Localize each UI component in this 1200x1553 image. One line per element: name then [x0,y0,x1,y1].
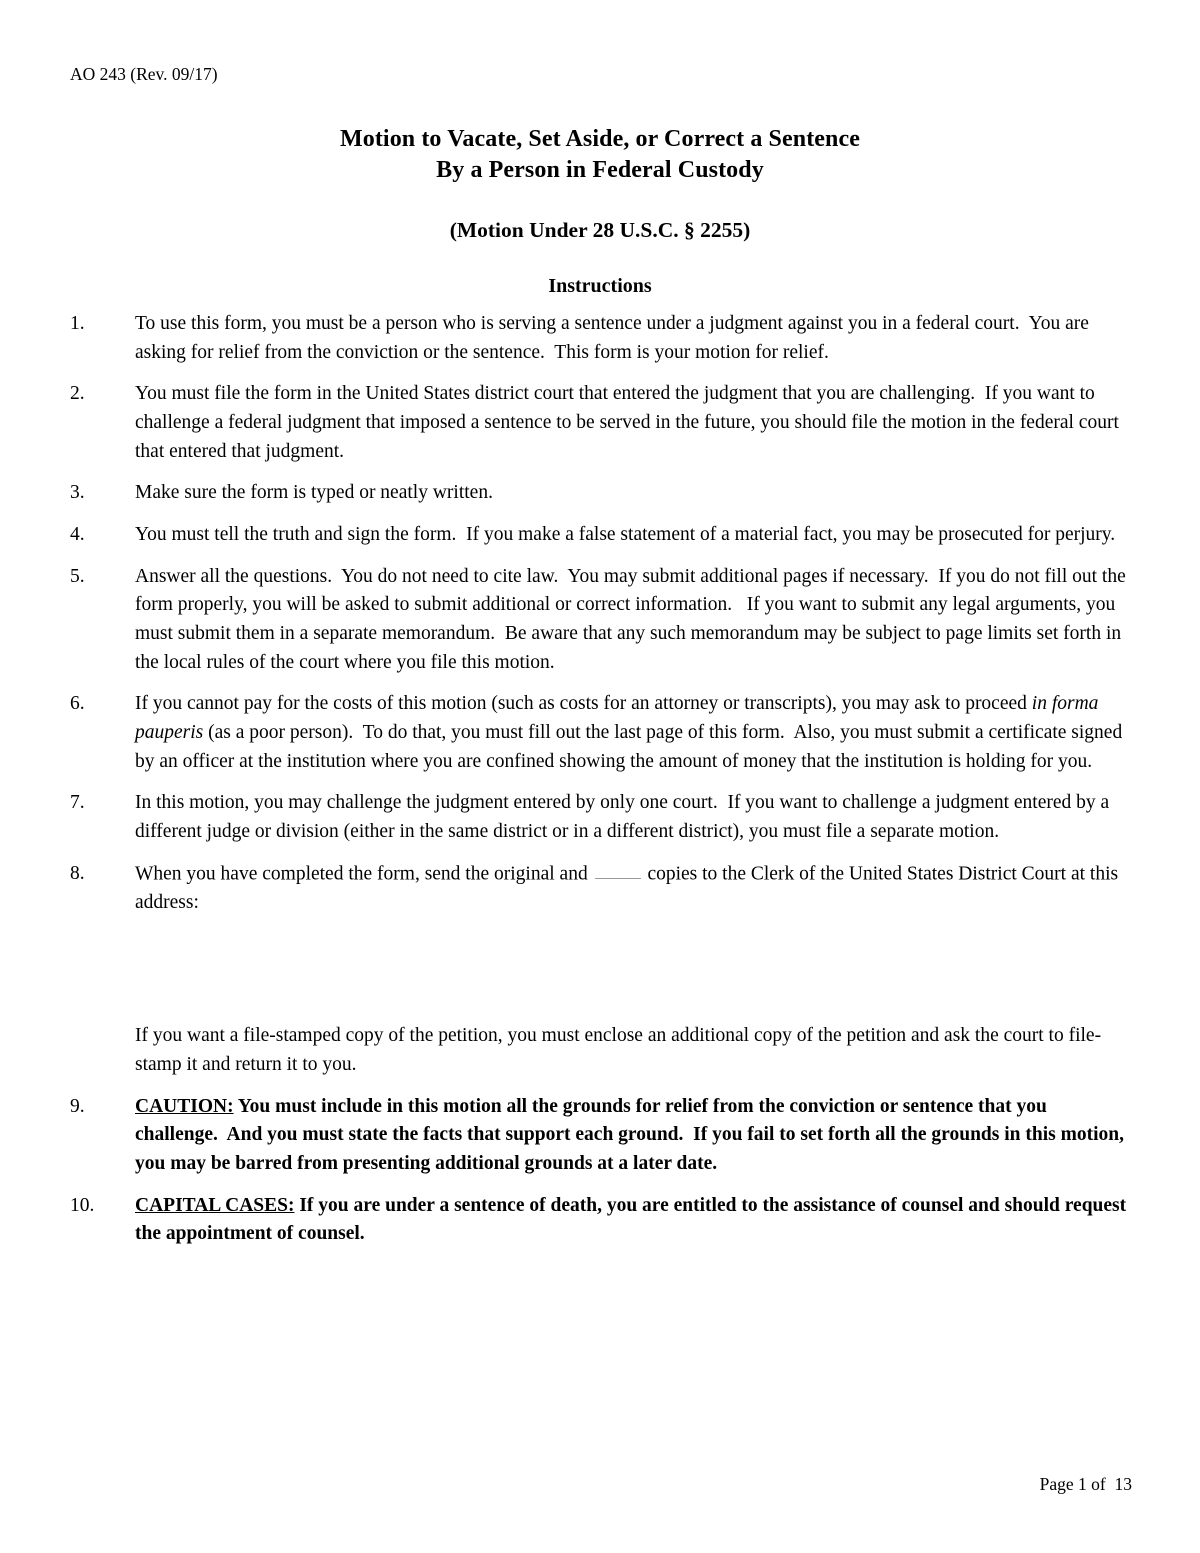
capital-cases-body: If you are under a sentence of death, you are entitled to the assistance of counsel and should request the appointment of counsel. [135,1194,1132,1245]
capital-cases-label: CAPITAL CASES: [135,1194,295,1216]
item-text: You must tell the truth and sign the form. If you make a false statement of a material fact, you may be prosecuted for perjury. [135,523,1116,545]
item-text: To use this form, you must be a person who is serving a sentence under a judgment against you in a federal court. You are asking for relief from the conviction or the sentence. This form is your motion for relief. [135,313,1094,363]
instruction-item-10 [70,1192,1130,1249]
item-text [135,1093,1130,1179]
item-number: 10. [70,1194,95,1216]
instruction-item-9 [70,1093,1130,1179]
caution-label: CAUTION: [135,1095,234,1117]
instruction-item-5 [70,563,1130,678]
copies-count-blank-field[interactable] [595,860,641,880]
item-text: In this motion, you may challenge the judgment entered by only one court. If you want to challenge a judgment entered by a different judge or division (either in the same district or in a different district), you must file a separate motion. [135,792,1115,842]
instructions-heading: Instructions [548,275,652,298]
item-text-before-blank: When you have completed the form, send the original and [135,863,588,885]
item-text: You must file the form in the United States district court that entered the judgment that you are challenging. If you want to challenge a federal judgment that imposed a sentence to be served in the future, you should file the motion in the federal court that entered that judgment. [135,383,1124,462]
item-number: 6. [70,693,85,715]
item-text [135,860,1130,918]
instruction-item-2 [70,380,1130,466]
item-number: 4. [70,523,85,545]
file-stamp-note [70,1022,1130,1079]
item-number: 3. [70,482,85,504]
form-number-header: AO 243 (Rev. 09/17) [70,64,218,84]
instruction-item-4 [70,521,1130,550]
document-title-line-1: Motion to Vacate, Set Aside, or Correct a Sentence [339,126,860,152]
item-number: 8. [70,862,85,884]
item-number: 2. [70,383,85,405]
instruction-item-8 [70,860,1130,1010]
latin-phrase-in-forma-pauperis: in forma pauperis [135,693,1104,743]
instruction-item-6 [70,690,1130,776]
statute-reference: (Motion Under 28 U.S.C. § 2255) [449,218,751,243]
file-stamp-note-text: If you want a file-stamped copy of the petition, you must enclose an additional copy of the petition and ask the court to file-stamp it and return it to you. [135,1025,1102,1075]
item-text [135,690,1130,776]
item-number: 5. [70,565,85,587]
court-address-blank-area[interactable] [135,917,1130,1009]
item-text: Make sure the form is typed or neatly written. [135,482,493,504]
instruction-item-7 [70,789,1130,846]
item-number: 7. [70,792,85,814]
item-number: 1. [70,313,85,334]
page-footer: Page 1 of 13 [1039,1474,1132,1494]
title-block [0,124,1200,299]
item-text-before-italic: If you cannot pay for the costs of this motion (such as costs for an attorney or transcripts), you may ask to proceed [135,693,1032,715]
document-title-line-2: By a Person in Federal Custody [436,156,764,183]
instruction-item-1 [70,310,1130,367]
item-text [135,1192,1130,1249]
instruction-item-3 [70,479,1130,508]
caution-body: You must include in this motion all the grounds for relief from the conviction or sentence that you challenge. And you must state the facts that support each ground. If you fail to set forth all the grounds in this motion, you may be barred from presenting additional grounds at a later date. [135,1095,1129,1174]
instructions-list [70,310,1130,1262]
item-text-after-blank: copies to the Clerk of the United States District Court at this address: [135,863,1123,913]
item-text-after-italic: (as a poor person). To do that, you must fill out the last page of this form. Also, you must submit a certificate signed by an officer at the institution where you are confined showing the amount of money that the institution is holding for you. [135,721,1128,772]
item-number: 9. [70,1095,85,1117]
item-text: Answer all the questions. You do not need to cite law. You may submit additional pages if necessary. If you do not fill out the form properly, you will be asked to submit additional or correct information. If you want to submit any legal arguments, you must submit them in a separate memorandum. Be aware that any such memorandum may be subject to page limits set forth in the local rules of the court where you file this motion. [135,565,1131,673]
